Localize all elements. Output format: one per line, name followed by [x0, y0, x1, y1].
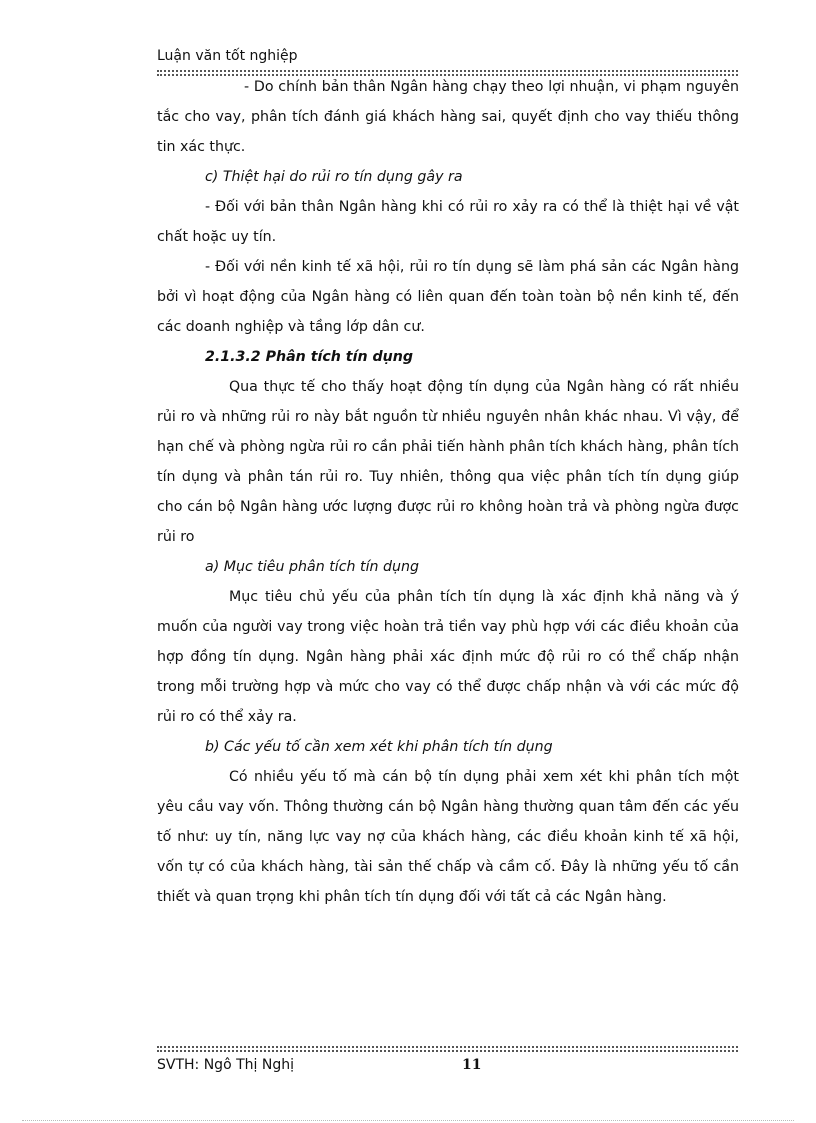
page-number: 11	[462, 1057, 482, 1073]
page-header: Luận văn tốt nghiệp	[157, 48, 298, 64]
page-footer	[157, 1057, 738, 1073]
paragraph-analysis-objective: Mục tiêu chủ yếu của phân tích tín dụng là xác định khả năng và ý muốn của người vay trong việc hoàn trả tiền vay phù hợp với các điều khoản của hợp đồng tín dụng. Ngân hàng phải xác định mức độ rủi ro có thể chấp nhận trong mỗi trường hợp và mức cho vay có thể được chấp nhận và với các mức độ rủi ro có thể xảy ra.	[157, 589, 739, 725]
footer-author: SVTH: Ngô Thị Nghị	[157, 1057, 294, 1073]
section-heading-credit-analysis: 2.1.3.2 Phân tích tín dụng	[205, 349, 413, 365]
subheading-factors: b) Các yếu tố cần xem xét khi phân tích tín dụng	[205, 739, 553, 755]
paragraph-damage-bank: - Đối với bản thân Ngân hàng khi có rủi ro xảy ra có thể là thiệt hại về vật chất hoặc uy tín.	[157, 199, 739, 245]
paragraph-factors: Có nhiều yếu tố mà cán bộ tín dụng phải xem xét khi phân tích một yêu cầu vay vốn. Thông thường cán bộ Ngân hàng thường quan tâm đến các yếu tố như: uy tín, năng lực vay nợ của khách hàng, các điều khoản kinh tế xã hội, vốn tự có của khách hàng, tài sản thế chấp và cầm cố. Đây là những yếu tố cần thiết và quan trọng khi phân tích tín dụng đối với tất cả các Ngân hàng.	[157, 769, 739, 905]
paragraph-cause-bank: - Do chính bản thân Ngân hàng chạy theo lợi nhuận, vi phạm nguyên tắc cho vay, phân tích đánh giá khách hàng sai, quyết định cho vay thiếu thông tin xác thực.	[157, 79, 739, 155]
footer-divider	[157, 1046, 738, 1052]
paragraph-damage-economy: - Đối với nền kinh tế xã hội, rủi ro tín dụng sẽ làm phá sản các Ngân hàng bởi vì hoạt động của Ngân hàng có liên quan đến toàn toàn bộ nền kinh tế, đến các doanh nghiệp và tầng lớp dân cư.	[157, 259, 739, 335]
page-bottom-edge	[22, 1120, 794, 1121]
paragraph-credit-analysis-intro: Qua thực tế cho thấy hoạt động tín dụng của Ngân hàng có rất nhiều rủi ro và những rủi ro này bắt nguồn từ nhiều nguyên nhân khác nhau. Vì vậy, để hạn chế và phòng ngừa rủi ro cần phải tiến hành phân tích khách hàng, phân tích tín dụng và phân tán rủi ro. Tuy nhiên, thông qua việc phân tích tín dụng giúp cho cán bộ Ngân hàng ước lượng được rủi ro không hoàn trả và phòng ngừa được rủi ro	[157, 379, 739, 545]
body-text	[157, 72, 739, 912]
subheading-analysis-objective: a) Mục tiêu phân tích tín dụng	[205, 559, 420, 575]
subheading-credit-risk-damage: c) Thiệt hại do rủi ro tín dụng gây ra	[205, 169, 463, 185]
